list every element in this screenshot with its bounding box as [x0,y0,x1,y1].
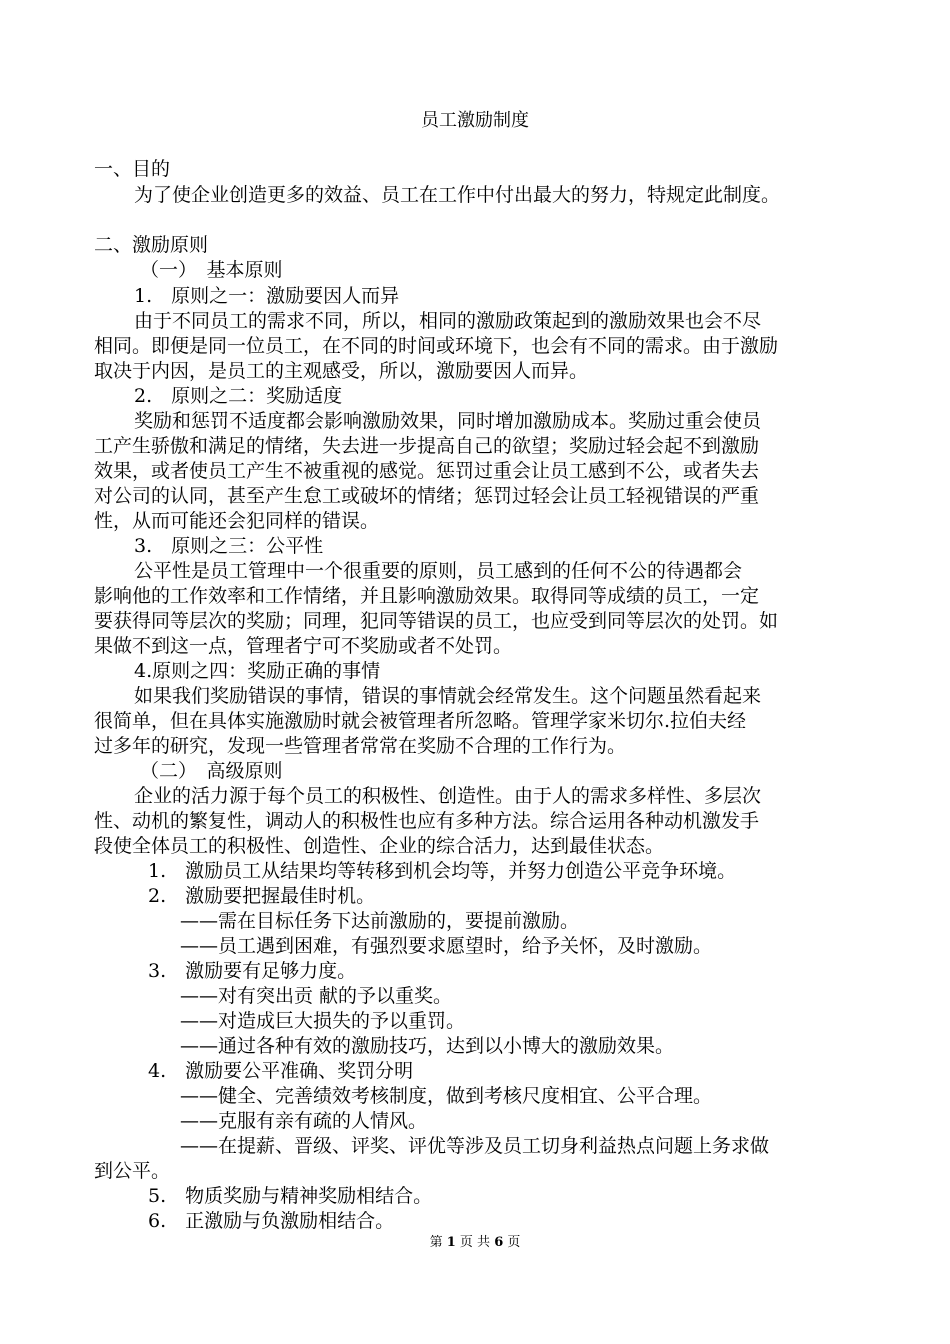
paragraph-line: 要获得同等层次的奖励；同理，犯同等错误的员工，也应受到同等层次的处罚。如 [94,610,779,632]
list-item: 5. 物质奖励与精神奖励相结合。 [148,1185,433,1207]
paragraph-line: 奖励和惩罚不适度都会影响激励效果，同时增加激励成本。奖励过重会使员 [134,410,762,432]
section-heading: 一、目的 [94,158,171,180]
paragraph-line: 企业的活力源于每个员工的积极性、创造性。由于人的需求多样性、多层次 [134,785,762,807]
paragraph-line: 过多年的研究，发现一些管理者常常在奖励不合理的工作行为。 [94,735,627,757]
section-heading: 二、激励原则 [94,234,209,256]
list-subitem-continuation: 到公平。 [94,1160,171,1182]
list-item: 3. 激励要有足够力度。 [148,960,357,982]
list-subitem: ——通过各种有效的激励技巧，达到以小博大的激励效果。 [180,1035,675,1057]
paragraph-line: 很简单，但在具体实施激励时就会被管理者所忽略。管理学家米切尔.拉伯夫经 [94,710,747,732]
list-item: 1. 激励员工从结果均等转移到机会均等，并努力创造公平竞争环境。 [148,860,737,882]
current-page-number: 1 [446,1235,456,1250]
paragraph-line: 段使全体员工的积极性、创造性、企业的综合活力，达到最佳状态。 [94,835,665,857]
list-subitem: ——员工遇到困难，有强烈要求愿望时，给予关怀，及时激励。 [180,935,713,957]
list-subitem: ——克服有亲有疏的人情风。 [180,1110,428,1132]
list-subitem: ——对有突出贡 献的予以重奖。 [180,985,453,1007]
total-pages-number: 6 [494,1235,504,1250]
document-title: 员工激励制度 [421,110,529,131]
paragraph-line: 性、动机的繁复性，调动人的积极性也应有多种方法。综合运用各种动机激发手 [94,810,760,832]
footer-middle: 页 共 [459,1235,491,1250]
footer-prefix: 第 [429,1235,443,1250]
subsection-heading: （二） 高级原则 [140,760,283,782]
paragraph-line: 对公司的认同，甚至产生怠工或破坏的情绪；惩罚过轻会让员工轻视错误的严重 [94,485,760,507]
paragraph-line: 为了使企业创造更多的效益、员工在工作中付出最大的努力，特规定此制度。 [134,184,781,206]
list-subitem: ——需在目标任务下达前激励的，要提前激励。 [180,910,580,932]
paragraph-line: 果做不到这一点，管理者宁可不奖励或者不处罚。 [94,635,513,657]
paragraph-line: 工产生骄傲和满足的情绪，失去进一步提高自己的欲望；奖励过轻会起不到激励 [94,435,760,457]
principle-heading: 4.原则之四：奖励正确的事情 [134,660,381,682]
list-subitem: ——在提薪、晋级、评奖、评优等涉及员工切身利益热点问题上务求做 [180,1135,770,1157]
paragraph-line: 相同。即便是同一位员工，在不同的时间或环境下，也会有不同的需求。由于激励 [94,335,779,357]
paragraph-line: 由于不同员工的需求不同，所以，相同的激励政策起到的激励效果也会不尽 [134,310,762,332]
paragraph-line: 取决于内因，是员工的主观感受，所以，激励要因人而异。 [94,360,589,382]
list-subitem: ——对造成巨大损失的予以重罚。 [180,1010,466,1032]
paragraph-line: 公平性是员工管理中一个很重要的原则，员工感到的任何不公的待遇都会 [134,560,743,582]
paragraph-line: 效果，或者使员工产生不被重视的感觉。惩罚过重会让员工感到不公，或者失去 [94,460,760,482]
principle-heading: 1. 原则之一：激励要因人而异 [134,285,400,307]
paragraph-line: 性，从而可能还会犯同样的错误。 [94,510,380,532]
list-item: 2. 激励要把握最佳时机。 [148,885,376,907]
list-subitem: ——健全、完善绩效考核制度，做到考核尺度相宜、公平合理。 [180,1085,713,1107]
paragraph-line: 影响他的工作效率和工作情绪，并且影响激励效果。取得同等成绩的员工，一定 [94,585,760,607]
list-item: 4. 激励要公平准确、奖罚分明 [148,1060,414,1082]
paragraph-line: 如果我们奖励错误的事情，错误的事情就会经常发生。这个问题虽然看起来 [134,685,762,707]
list-item: 6. 正激励与负激励相结合。 [148,1210,395,1232]
subsection-heading: （一） 基本原则 [140,259,283,281]
principle-heading: 2. 原则之二：奖励适度 [134,385,343,407]
principle-heading: 3. 原则之三：公平性 [134,535,324,557]
footer-suffix: 页 [507,1235,521,1250]
page-footer [0,1231,950,1250]
